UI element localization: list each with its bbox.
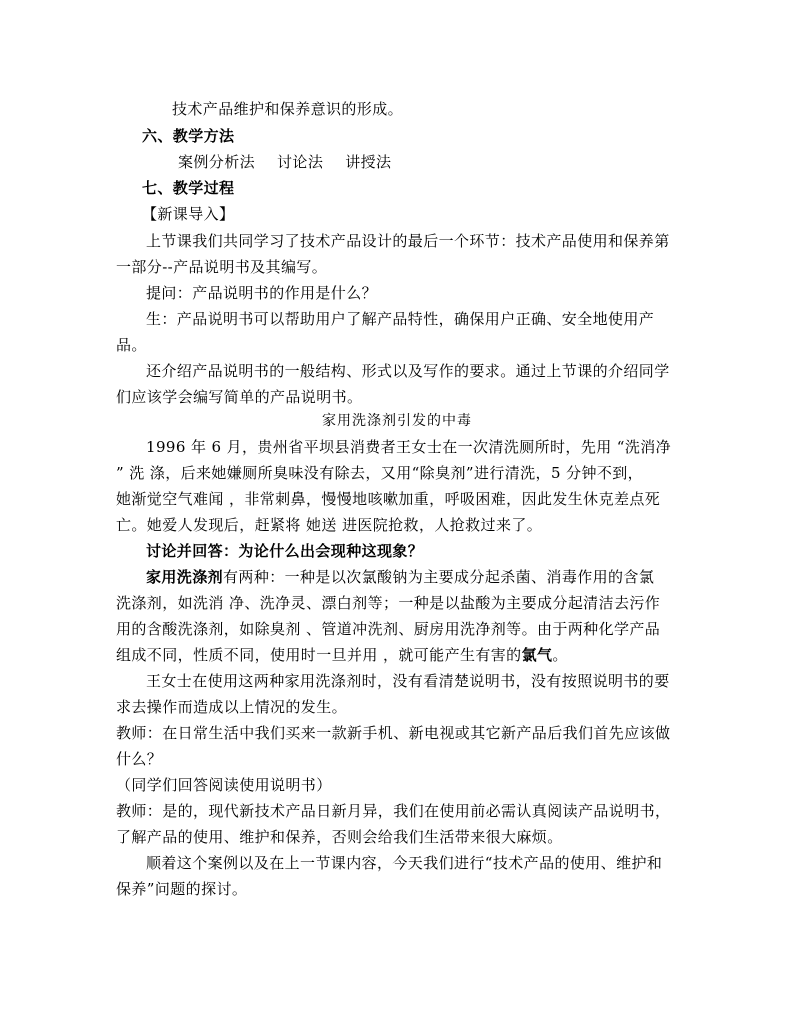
text-line: 一部分--产品说明书及其编写。 [116, 258, 328, 276]
text-line: 顺着这个案例以及在上一节课内容，今天我们进行“技术产品的使用、维护和 [146, 854, 663, 872]
teacher-line: 什么？ [116, 750, 163, 768]
answer-line: 生：产品说明书可以帮助用户了解产品特性，确保用户正确、安全地使用产 [146, 310, 655, 328]
case-line: 1996 年 6 月，贵州省平坝县消费者王女士在一次清洗厕所时，先用 “洗消净 [146, 438, 672, 456]
text-line: 们应该学会编写简单的产品说明书。 [116, 388, 363, 406]
section-heading-process: 七、教学过程 [142, 179, 235, 197]
discussion-heading: 讨论并回答：为论什么出会现种这现象？ [146, 542, 424, 560]
methods-list [178, 152, 391, 172]
teacher-line: 教师：在日常生活中我们买来一款新手机、新电视或其它新产品后我们首先应该做 [116, 724, 671, 742]
explain-line: 用的含酸洗涤剂，如除臭剂 、管道冲洗剂、厨房用洗净剂等。由于两种化学产品 [116, 620, 661, 638]
teacher-line: 了解产品的使用、维护和保养，否则会给我们生活带来很大麻烦。 [116, 828, 563, 846]
section-heading-methods: 六、教学方法 [142, 127, 235, 145]
explain-line: 组成不同，性质不同，使用时一旦并用 ，就可能产生有害的氯气。 [116, 646, 568, 664]
explain-line: 洗涤剂，如洗消 净、洗净灵、漂白剂等；一种是以盐酸为主要成分起清洁去污作 [116, 594, 661, 612]
text-line: 求去操作而造成以上情况的发生。 [116, 698, 348, 716]
question-line: 提问：产品说明书的作用是什么？ [146, 284, 378, 302]
method-item: 讨论法 [277, 153, 324, 171]
case-line: 亡。她爱人发现后，赶紧将 她送 进医院抢救，人抢救过来了。 [116, 516, 543, 534]
case-line: ” 洗 涤，后来她嫌厕所臭味没有除去，又用“除臭剂”进行清洗，5 分钟不到， [116, 464, 644, 482]
text-line: 保养”问题的探讨。 [116, 880, 248, 898]
subsection-heading: 【新课导入】 [142, 205, 235, 223]
students-line: （同学们回答阅读使用说明书） [116, 776, 332, 794]
bold-term: 氯气 [521, 646, 553, 664]
method-item: 讲授法 [345, 153, 392, 171]
method-item: 案例分析法 [178, 153, 256, 171]
text-line: 还介绍产品说明书的一般结构、形式以及写作的要求。通过上节课的介绍同学 [146, 362, 670, 380]
case-title: 家用洗涤剂引发的中毒 [322, 413, 472, 429]
explain-line: 家用洗涤剂有两种：一种是以次氯酸钠为主要成分起杀菌、消毒作用的含氯 [146, 568, 655, 586]
text-line: 王女士在使用这两种家用洗涤剂时，没有看清楚说明书，没有按照说明书的要 [146, 672, 670, 690]
teacher-line: 教师：是的，现代新技术产品日新月异，我们在使用前必需认真阅读产品说明书， [116, 802, 671, 820]
bold-term: 家用洗涤剂 [146, 568, 224, 586]
answer-line: 品。 [116, 336, 147, 354]
text-line: 技术产品维护和保养意识的形成。 [172, 100, 404, 118]
case-line: 她渐觉空气难闻 ，非常刺鼻，慢慢地咳嗽加重，呼吸困难，因此发生休克差点死 [116, 490, 661, 508]
text-line: 上节课我们共同学习了技术产品设计的最后一个环节：技术产品使用和保养第 [146, 232, 670, 250]
